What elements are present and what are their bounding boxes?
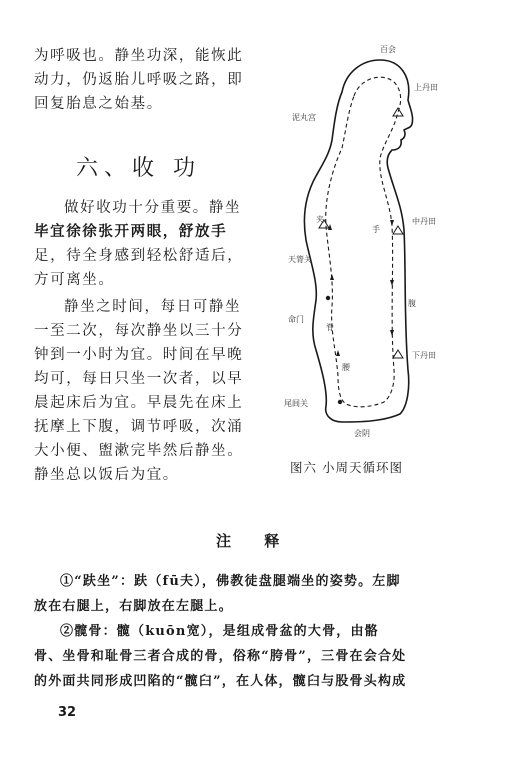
text-line: 做好收功十分重要。静坐 [64, 200, 242, 216]
circulation-figure [262, 30, 472, 450]
label-baihui: 百会 [380, 45, 396, 54]
text-line: 晨起床后为宜。早晨先在床上 [34, 395, 244, 411]
text-line: 方可离坐。 [34, 272, 115, 288]
label-weilu: 尾闾关 [284, 399, 308, 408]
top-paragraph [34, 44, 243, 116]
label-shou: 手 [372, 225, 380, 234]
footnote-line: ②髋骨：髋（kuōn宽），是组成骨盆的大骨，由骼 [60, 624, 379, 639]
point-marker [326, 296, 330, 300]
text-line: 静坐之时间，每日可静坐 [64, 299, 242, 315]
label-fu: 腹 [408, 299, 416, 308]
text-line: 抚摩上下腹，调节呼吸，次涌 [34, 419, 244, 435]
dantian-marker-upper [393, 108, 403, 116]
section-heading: 六、收 功 [76, 156, 201, 181]
footnote-line: 的外面共同形成凹陷的“髋臼”，在人体，髋臼与股骨头构成 [34, 674, 407, 689]
arrow-icon [336, 350, 340, 356]
timing-paragraph [34, 295, 243, 487]
closing-paragraph [34, 196, 243, 292]
text-line: 动力，仍返胎儿呼吸之路，即 [34, 72, 244, 88]
label-yao: 腰 [342, 363, 350, 372]
footnotes [34, 569, 406, 694]
text-line-bold: 毕宜徐徐张开两眼，舒放手 [34, 223, 228, 240]
arrow-icon [390, 330, 394, 336]
text-line: 大小便、盥漱完毕然后静坐。 [34, 443, 244, 459]
page-number: 32 [58, 705, 77, 720]
text-line: 一至二次，每次静坐以三十分 [34, 323, 244, 339]
text-line: 均可，每日只坐一次者，以早 [34, 371, 244, 387]
label-lower-dantian: 下丹田 [412, 351, 436, 360]
text-line: 足，待全身感到轻松舒适后， [34, 248, 244, 264]
text-line: 回复胎息之始基。 [34, 96, 163, 112]
point-marker [338, 400, 342, 404]
label-niwan: 泥丸宫 [292, 113, 316, 122]
arrow-icon [390, 280, 394, 286]
footnote-line: 放在右腿上，右脚放在左腿上。 [34, 599, 233, 614]
text-line: 为呼吸也。静坐功深，能恢此 [34, 48, 244, 64]
label-jia: 夹 [316, 215, 324, 224]
dantian-marker-lower [393, 350, 403, 358]
footnote-line: ①“趺坐”：趺（fū夫），佛教徒盘腿端坐的姿势。左脚 [60, 574, 401, 589]
text-line: 钟到一小时为宜。时间在早晚 [34, 347, 244, 363]
label-ji: 脊 [326, 323, 334, 332]
label-huiyin: 会阴 [354, 429, 370, 438]
label-upper-dantian: 上丹田 [414, 83, 438, 92]
footnote-line: 骨、坐骨和耻骨三者合成的骨，俗称“胯骨”，三骨在会合处 [34, 649, 407, 664]
figure-caption: 图六 小周天循环图 [290, 460, 403, 475]
text-line: 静坐总以饭后为宜。 [34, 467, 179, 483]
arrow-icon [330, 274, 334, 280]
circulation-path [326, 77, 401, 407]
notes-title: 注 释 [216, 532, 294, 550]
label-mingmen: 命门 [288, 315, 304, 324]
arrow-icon [390, 220, 394, 226]
dantian-marker-middle [393, 226, 403, 234]
body-outline [304, 60, 412, 422]
label-tianyuguan: 天膂关 [288, 255, 312, 264]
label-middle-dantian: 中丹田 [412, 217, 436, 226]
